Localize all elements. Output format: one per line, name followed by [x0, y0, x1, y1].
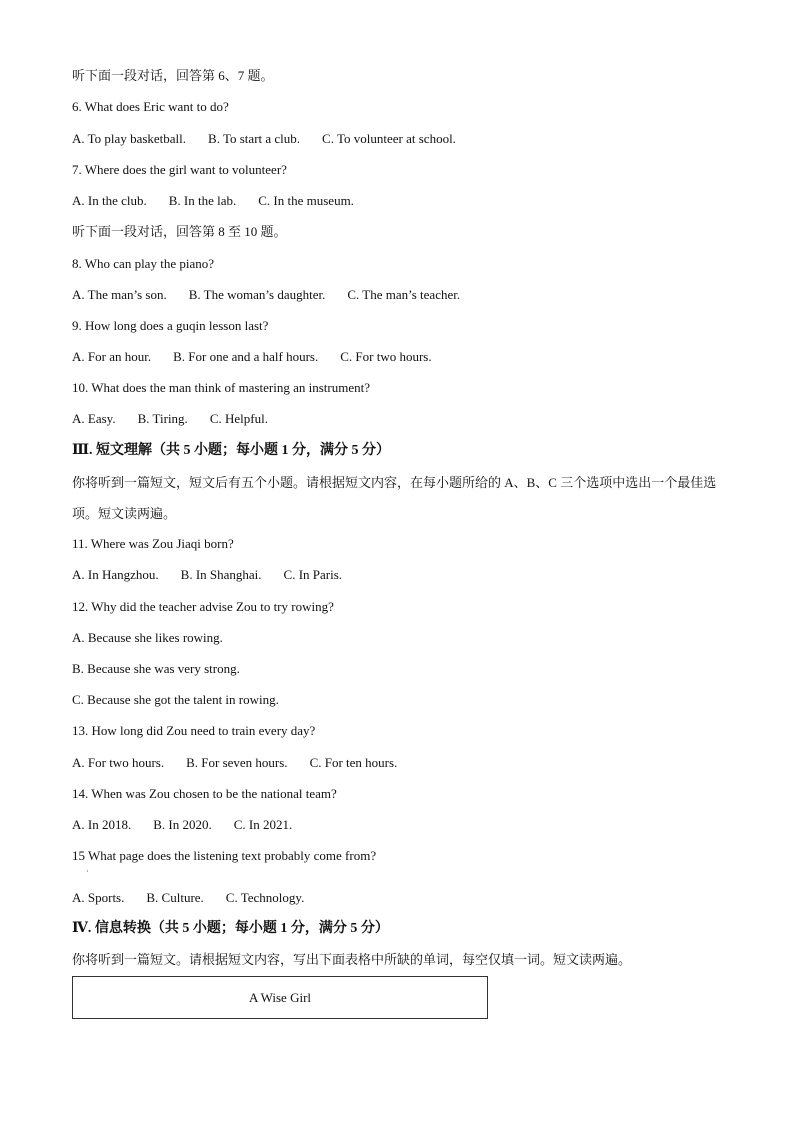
question-7: 7. Where does the girl want to volunteer?	[72, 162, 287, 177]
question-6-options	[72, 131, 478, 147]
option-b[interactable]: B. In 2020.	[153, 817, 212, 832]
question-9-options	[72, 349, 454, 365]
option-b[interactable]: B. For one and a half hours.	[173, 349, 319, 364]
dialogue-intro-8-10: 听下面一段对话，回答第 8 至 10 题。	[72, 224, 287, 239]
option-a[interactable]: A. Sports.	[72, 890, 125, 905]
question-10-options	[72, 411, 290, 427]
option-c[interactable]: C. In the museum.	[258, 193, 354, 208]
question-13-options	[72, 755, 419, 771]
option-b[interactable]: B. To start a club.	[208, 131, 301, 146]
question-8-options	[72, 287, 482, 303]
question-12: 12. Why did the teacher advise Zou to try rowing?	[72, 599, 334, 614]
option-a[interactable]: A. In the club.	[72, 193, 147, 208]
question-13: 13. How long did Zou need to train every day?	[72, 723, 316, 738]
option-b[interactable]: B. Because she was very strong.	[72, 661, 240, 676]
option-a[interactable]: A. To play basketball.	[72, 131, 187, 146]
option-a[interactable]: A. Easy.	[72, 411, 116, 426]
option-b[interactable]: B. Culture.	[146, 890, 204, 905]
option-a[interactable]: A. The man’s son.	[72, 287, 167, 302]
section-4-instructions: 你将听到一篇短文。请根据短文内容，写出下面表格中所缺的单词，每空仅填一词。短文读两遍。	[72, 952, 632, 967]
option-c[interactable]: C. In Paris.	[283, 567, 343, 582]
option-c[interactable]: C. Technology.	[225, 890, 305, 905]
question-7-options	[72, 193, 376, 209]
dialogue-intro-6-7: 听下面一段对话，回答第 6、7 题。	[72, 68, 274, 83]
option-b[interactable]: B. In Shanghai.	[180, 567, 262, 582]
option-c[interactable]: C. In 2021.	[233, 817, 293, 832]
question-6: 6. What does Eric want to do?	[72, 99, 229, 114]
option-c[interactable]: C. The man’s teacher.	[347, 287, 461, 302]
option-c[interactable]: C. For two hours.	[340, 349, 432, 364]
option-c[interactable]: C. To volunteer at school.	[322, 131, 456, 146]
option-c[interactable]: C. Helpful.	[209, 411, 268, 426]
question-8: 8. Who can play the piano?	[72, 256, 214, 271]
option-b[interactable]: B. The woman’s daughter.	[188, 287, 326, 302]
option-a[interactable]: A. Because she likes rowing.	[72, 630, 223, 645]
option-a[interactable]: A. For an hour.	[72, 349, 152, 364]
question-14: 14. When was Zou chosen to be the national team?	[72, 786, 337, 801]
option-b[interactable]: B. In the lab.	[168, 193, 237, 208]
option-a[interactable]: A. In 2018.	[72, 817, 132, 832]
option-c[interactable]: C. For ten hours.	[309, 755, 398, 770]
section-4-title: Ⅳ. 信息转换（共 5 小题；每小题 1 分，满分 5 分）	[72, 921, 389, 936]
stray-dot: ·	[86, 867, 89, 876]
option-a[interactable]: A. In Hangzhou.	[72, 567, 159, 582]
question-14-options	[72, 817, 314, 833]
section-3-instructions: 你将听到一篇短文，短文后有五个小题。请根据短文内容，在每小题所给的 A、B、C 三个选项中选出一个最佳选项。短文读两遍。	[72, 475, 717, 521]
question-9: 9. How long does a guqin lesson last?	[72, 318, 269, 333]
section-3-title: Ⅲ. 短文理解（共 5 小题；每小题 1 分，满分 5 分）	[72, 443, 391, 458]
question-15-options	[72, 890, 326, 906]
question-10: 10. What does the man think of mastering an instrument?	[72, 380, 370, 395]
table-title: A Wise Girl	[248, 989, 312, 1005]
question-11: 11. Where was Zou Jiaqi born?	[72, 536, 234, 551]
option-b[interactable]: B. For seven hours.	[186, 755, 288, 770]
option-b[interactable]: B. Tiring.	[137, 411, 188, 426]
option-c[interactable]: C. Because she got the talent in rowing.	[72, 692, 279, 707]
question-15: 15 What page does the listening text probably come from?	[72, 848, 377, 863]
question-11-options	[72, 567, 364, 583]
option-a[interactable]: A. For two hours.	[72, 755, 165, 770]
info-table	[72, 976, 488, 1019]
